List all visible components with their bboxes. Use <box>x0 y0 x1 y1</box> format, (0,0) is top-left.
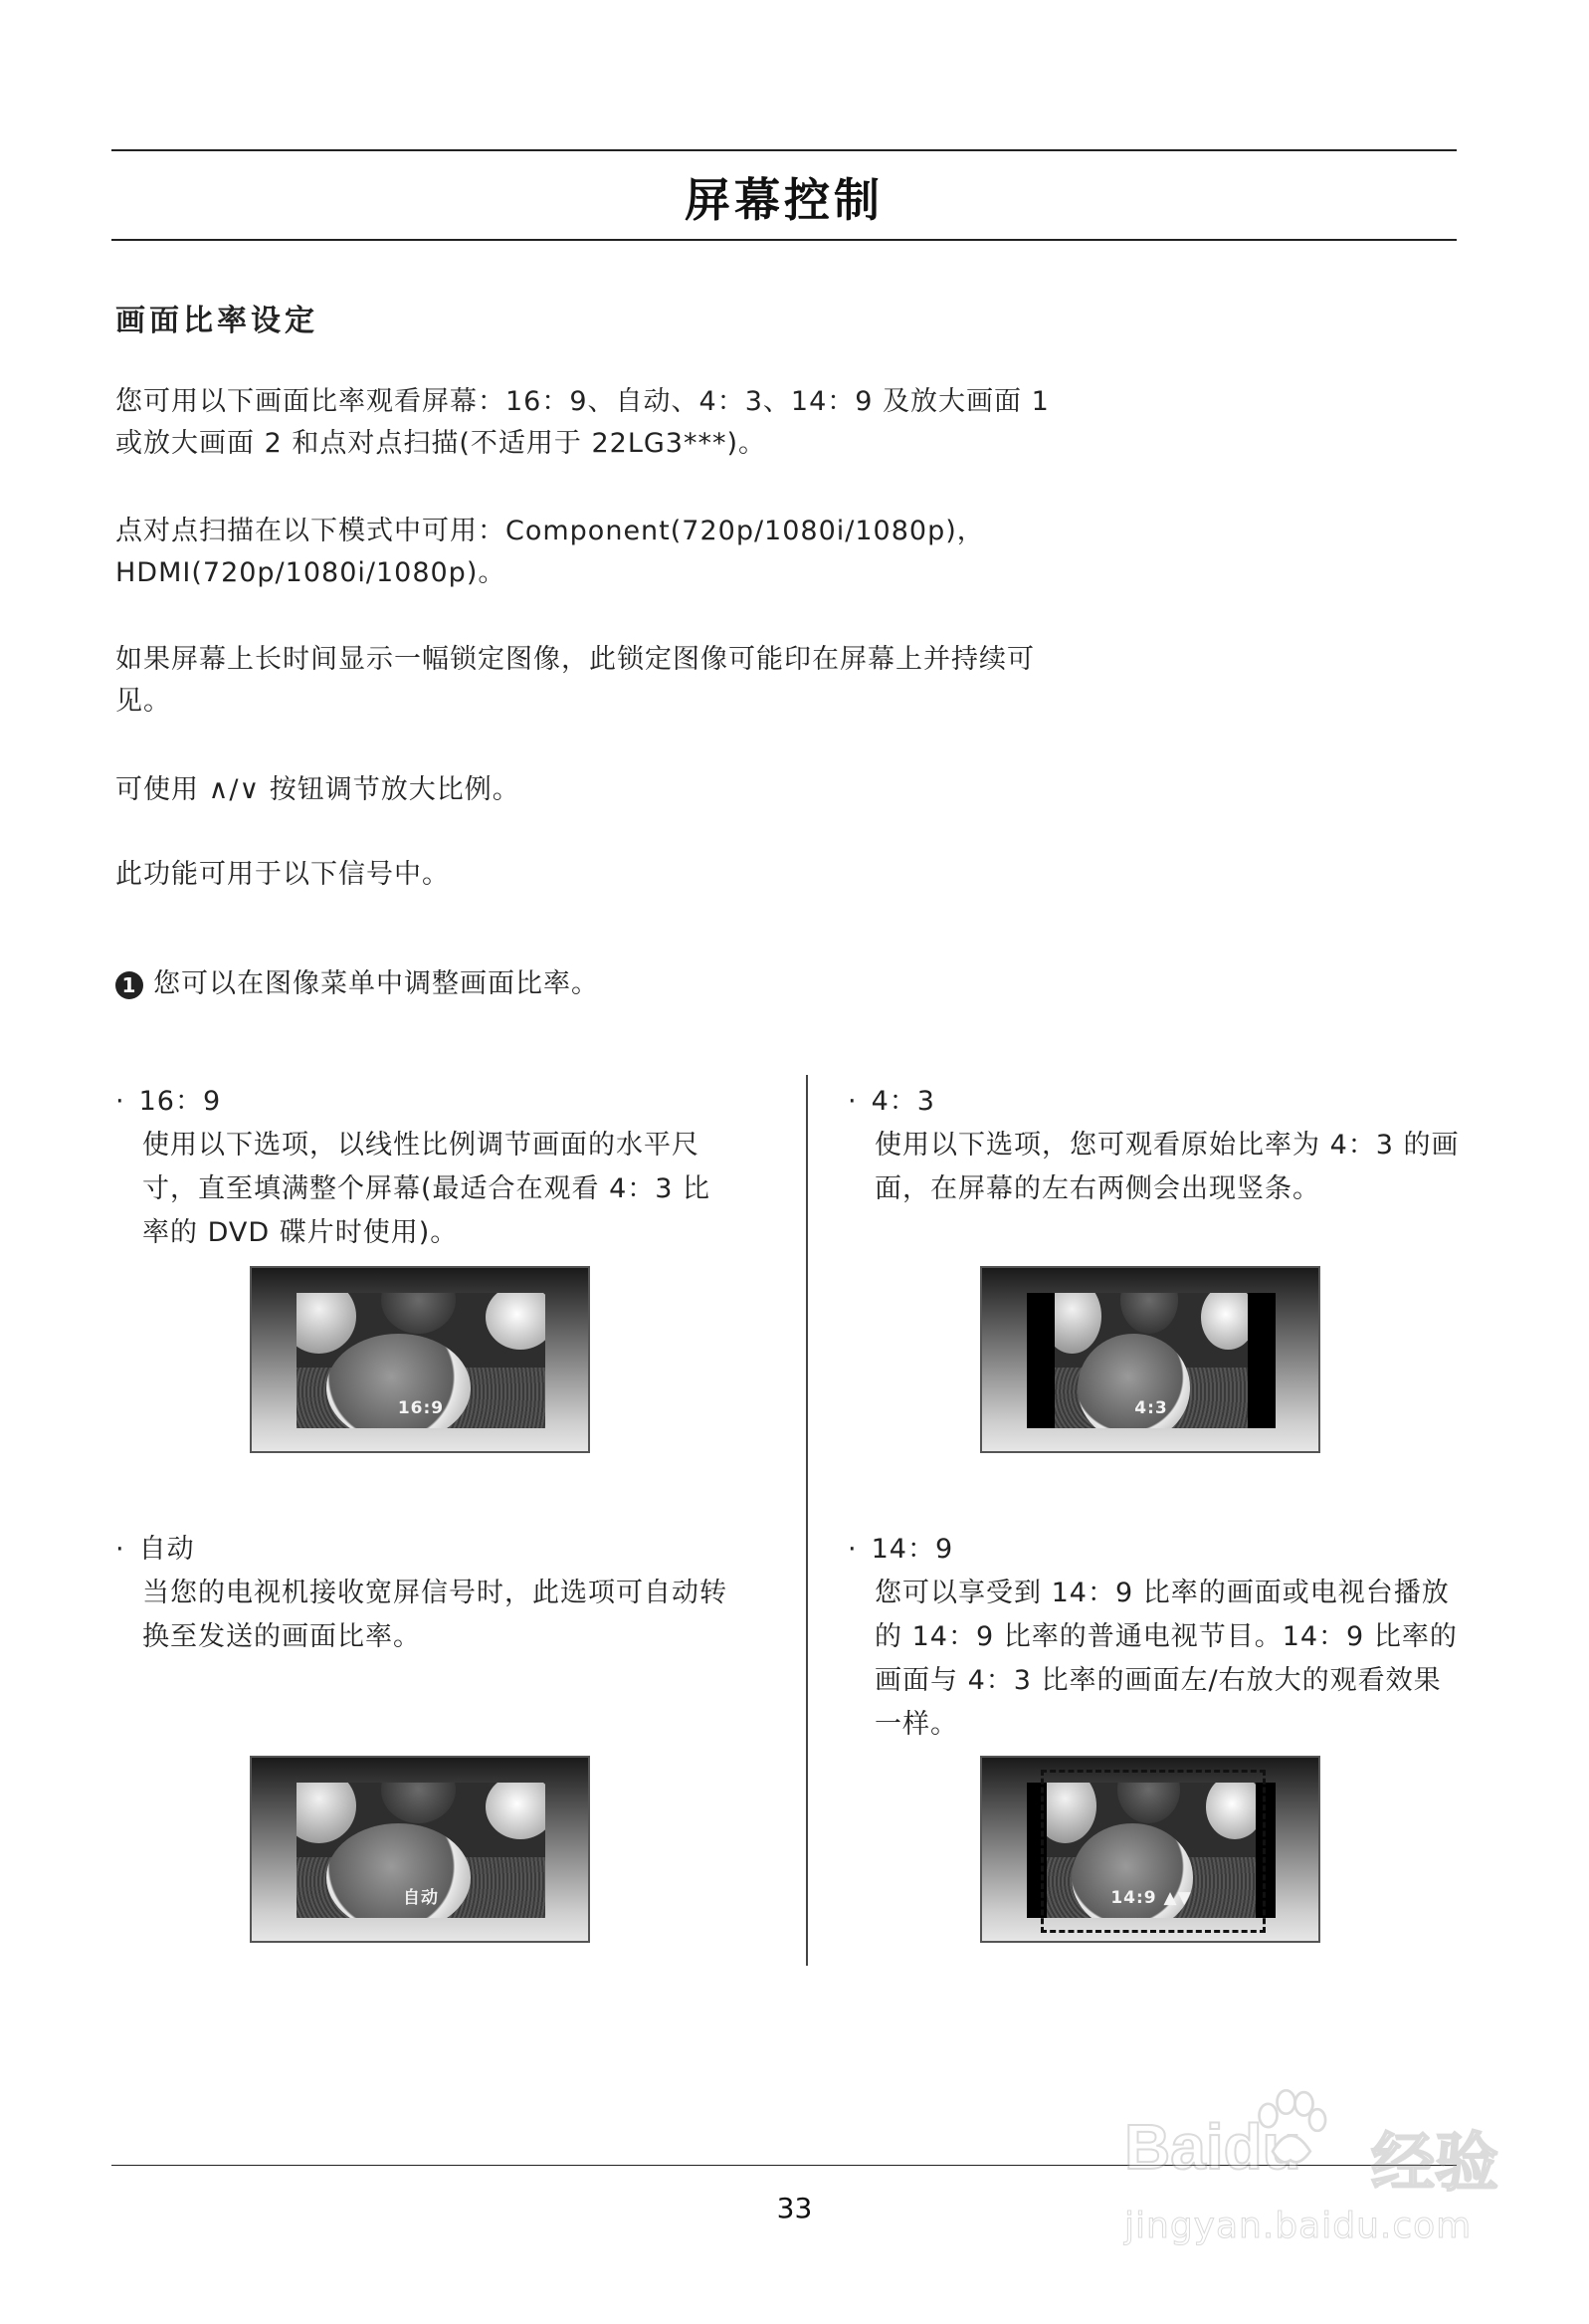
baidu-jingyan-watermark <box>1114 2090 1512 2289</box>
option-auto <box>115 1528 732 1659</box>
screen-label: 4:3 <box>1134 1398 1168 1418</box>
page-title: 屏幕控制 <box>685 173 884 227</box>
paragraph-signals: 此功能可用于以下信号中。 <box>115 859 450 890</box>
title-rule <box>111 239 1457 241</box>
sample-image <box>297 1783 545 1918</box>
page-number: 33 <box>776 2192 813 2224</box>
note-number-icon: 1 <box>115 971 143 999</box>
screen-label: 14:9 ▲▼ <box>1110 1888 1192 1908</box>
top-rule <box>111 149 1457 151</box>
column-divider <box>806 1075 808 1966</box>
paragraph-aspect-options: 您可用以下画面比率观看屏幕：16：9、自动、4：3、14：9 及放大画面 1 或放大画面 2 和点对点扫描(不适用于 22LG3***)。 <box>115 386 1050 459</box>
sample-image <box>297 1293 545 1428</box>
option-14-9 <box>848 1528 1465 1747</box>
option-description: 使用以下选项，您可观看原始比率为 4：3 的画面，在屏幕的左右两侧会出现竖条。 <box>875 1130 1460 1204</box>
note-text: 您可以在图像菜单中调整画面比率。 <box>153 968 599 999</box>
option-title: · 4：3 <box>848 1086 935 1117</box>
section-heading: 画面比率设定 <box>115 304 318 338</box>
left-pillar-bar <box>1027 1293 1055 1428</box>
screen-label: 自动 <box>403 1888 439 1908</box>
option-title: · 14：9 <box>848 1534 954 1565</box>
paragraph-zoom-buttons: 可使用 ∧/∨ 按钮调节放大比例。 <box>115 774 520 805</box>
screen-14-9 <box>980 1756 1320 1943</box>
paragraph-point-scan: 点对点扫描在以下模式中可用：Component(720p/1080i/1080p)，HDMI(720p/1080i/1080p)。 <box>115 516 985 588</box>
option-4-3 <box>848 1080 1465 1211</box>
screen-16-9 <box>250 1266 590 1453</box>
watermark-brand: Baidu <box>1124 2111 1301 2183</box>
option-description: 使用以下选项，以线性比例调节画面的水平尺寸，直至填满整个屏幕(最适合在观看 4：3 比率的 DVD 碟片时使用)。 <box>142 1130 711 1248</box>
option-16-9 <box>115 1080 732 1255</box>
option-description: 您可以享受到 14：9 比率的画面或电视台播放的 14：9 比率的普通电视节目。14：9 比率的画面与 4：3 比率的画面左/右放大的观看效果一样。 <box>875 1578 1458 1740</box>
screen-auto <box>250 1756 590 1943</box>
screen-label: 16:9 <box>397 1398 445 1418</box>
note <box>115 963 599 1005</box>
zoom-frame-dashed <box>1041 1770 1266 1933</box>
option-description: 当您的电视机接收宽屏信号时，此选项可自动转换至发送的画面比率。 <box>142 1578 727 1652</box>
paw-icon <box>1246 2084 1335 2174</box>
sample-image <box>1055 1293 1248 1428</box>
option-title: · 16：9 <box>115 1086 222 1117</box>
option-title: · 自动 <box>115 1534 195 1565</box>
watermark-url: jingyan.baidu.com <box>1124 2206 1473 2246</box>
paragraph-burn-in-warning: 如果屏幕上长时间显示一幅锁定图像，此锁定图像可能印在屏幕上并持续可见。 <box>115 644 1035 717</box>
right-pillar-bar <box>1248 1293 1276 1428</box>
screen-4-3 <box>980 1266 1320 1453</box>
watermark-cn: 经验 <box>1371 2127 1498 2201</box>
